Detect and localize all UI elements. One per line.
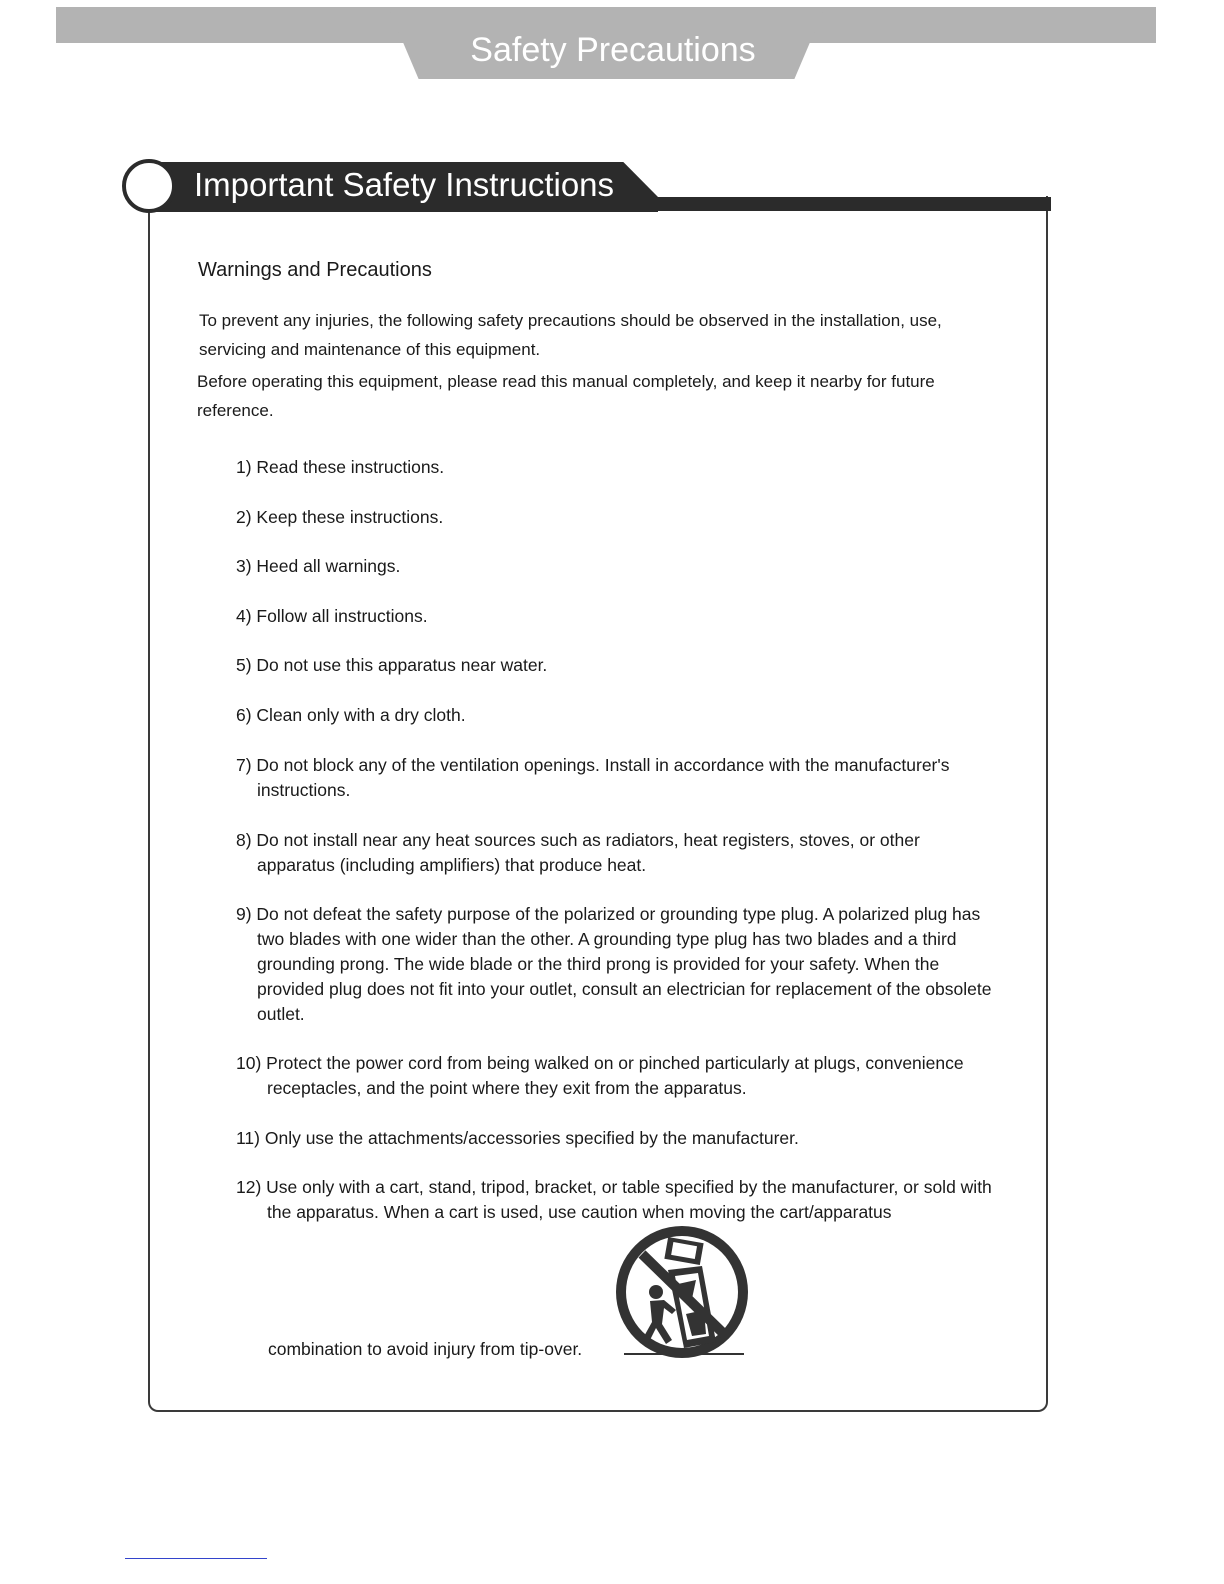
cart-tipover-warning-icon: [612, 1226, 752, 1362]
list-item: 1) Read these instructions.: [236, 457, 445, 477]
section-subtitle: Warnings and Precautions: [198, 259, 432, 281]
list-item: 2) Keep these instructions.: [236, 507, 444, 527]
list-item: 12) Use only with a cart, stand, tripod, bracket, or table specified by the manufacturer, or sold with the apparatus. When a cart is used, use caution when moving the cart/apparatus: [236, 1177, 992, 1222]
intro-paragraph-2: Before operating this equipment, please read this manual completely, and keep it nearby for future reference.: [197, 372, 935, 420]
section-header-rule: [640, 197, 1051, 211]
page-title: Safety Precautions: [470, 31, 756, 69]
list-item: 8) Do not install near any heat sources such as radiators, heat registers, stoves, or other apparatus (including amplifiers) that produce heat.: [236, 830, 920, 875]
section-header-circle-icon: [122, 159, 176, 213]
list-item-continuation: combination to avoid injury from tip-over.: [268, 1339, 583, 1359]
list-item: 11) Only use the attachments/accessories specified by the manufacturer.: [236, 1128, 799, 1148]
intro-paragraph: To prevent any injuries, the following safety precautions should be observed in the installation, use, servicing and maintenance of this equipment.: [199, 311, 942, 359]
footer-rule: [125, 1558, 267, 1559]
list-item: 10) Protect the power cord from being walked on or pinched particularly at plugs, convenience receptacles, and the point where they exit from the apparatus.: [236, 1053, 964, 1098]
list-item: 3) Heed all warnings.: [236, 556, 401, 576]
list-item: 7) Do not block any of the ventilation openings. Install in accordance with the manufacturer's instructions.: [236, 755, 950, 800]
list-item: 4) Follow all instructions.: [236, 606, 428, 626]
list-item: 5) Do not use this apparatus near water.: [236, 655, 548, 675]
list-item: 9) Do not defeat the safety purpose of the polarized or grounding type plug. A polarized plug has two blades with one wider than the other. A grounding type plug has two blades and a third grounding prong. The wide blade or the third prong is provided for your safety. When the provided plug does not fit into your outlet, consult an electrician for replacement of the obsolete outlet.: [236, 904, 992, 1024]
list-item: 6) Clean only with a dry cloth.: [236, 705, 466, 725]
section-title: Important Safety Instructions: [194, 166, 615, 203]
